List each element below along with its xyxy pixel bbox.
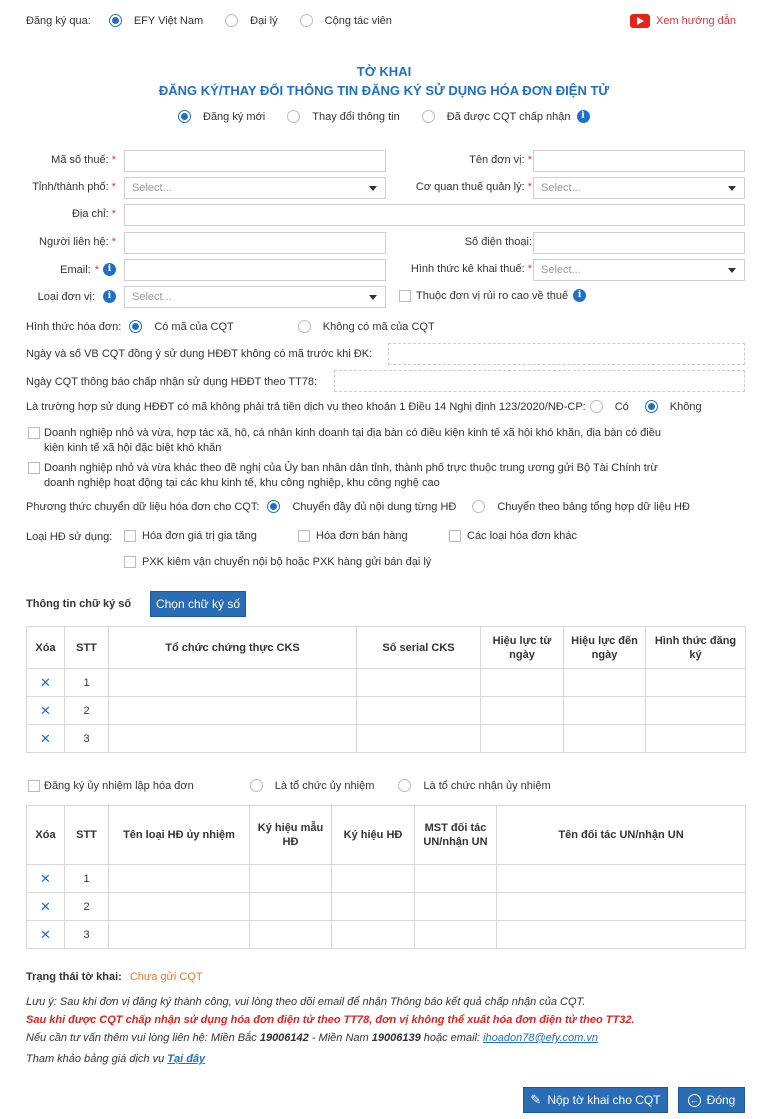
col-stt: STT: [65, 806, 109, 865]
high-risk-info-icon[interactable]: i: [573, 289, 586, 302]
address-input[interactable]: [124, 204, 745, 226]
col-template: Ký hiệu mẫu HĐ: [250, 806, 332, 865]
tt78-label: Ngày CQT thông báo chấp nhận sử dụng HĐĐT theo TT78:: [26, 376, 318, 388]
form-title: TỜ KHAI: [356, 64, 412, 79]
high-risk-checkbox[interactable]: [399, 290, 411, 302]
table-row: ✕ 3: [27, 725, 746, 753]
invoice-type-sales: Hóa đơn bán hàng: [298, 530, 408, 542]
radio-efy-label: EFY Việt Nam: [133, 14, 204, 27]
invoice-type-pxk: PXK kiêm vận chuyển nội bộ hoặc PXK hàng gửi bán đại lý: [124, 556, 431, 568]
phone-label: Số điện thoại:: [464, 236, 532, 248]
sme2-checkbox[interactable]: [28, 462, 40, 474]
radio-agent-label: Đại lý: [250, 14, 278, 27]
unit-type-label: Loại đơn vị: i: [38, 290, 116, 303]
radio-free-yes-label: Có: [614, 400, 629, 413]
tax-office-select[interactable]: Select...: [533, 177, 745, 199]
radio-change-info[interactable]: [287, 110, 300, 123]
province-select[interactable]: Select...: [124, 177, 386, 199]
address-label: Địa chỉ: *: [71, 208, 116, 220]
radio-transfer-summary-label: Chuyển theo bảng tổng hợp dữ liệu HĐ: [497, 500, 690, 513]
close-circle-icon: ←: [689, 1094, 699, 1105]
radio-new-registration[interactable]: [178, 110, 191, 123]
col-valid-from: Hiệu lực từ ngày: [481, 627, 564, 669]
radio-agent[interactable]: [225, 14, 238, 27]
signature-title: Thông tin chữ ký số: [26, 598, 132, 610]
submit-button[interactable]: ✎ Nộp tờ khai cho CQT: [523, 1087, 668, 1113]
radio-transfer-full-label: Chuyển đầy đủ nội dung từng HĐ: [292, 500, 457, 513]
radio-efy[interactable]: [109, 14, 122, 27]
guide-link[interactable]: [630, 14, 736, 28]
invoice-types-label: Loại HĐ sử dụng:: [26, 531, 113, 543]
email-input[interactable]: [124, 259, 386, 281]
col-invoice-type: Tên loại HĐ ủy nhiệm: [109, 806, 250, 865]
unit-type-info-icon[interactable]: i: [103, 290, 116, 303]
phone-input[interactable]: [533, 232, 745, 254]
tax-code-input[interactable]: [124, 150, 386, 172]
email-label: Email: * i: [60, 263, 116, 276]
unit-type-select[interactable]: Select...: [124, 286, 386, 308]
contact-label: Người liên hệ: *: [39, 236, 116, 248]
declaration-select[interactable]: Select...: [533, 259, 745, 281]
email-info-icon[interactable]: i: [103, 263, 116, 276]
table-row: ✕ 2: [27, 893, 746, 921]
high-risk-label: Thuộc đơn vị rủi ro cao về thuế: [416, 289, 569, 302]
transfer-group: [26, 500, 690, 513]
delete-icon[interactable]: ✕: [40, 730, 51, 746]
invoice-form-group: [26, 320, 435, 333]
radio-collaborator-label: Cộng tác viên: [324, 14, 392, 27]
radio-transfer-full[interactable]: [267, 500, 280, 513]
delete-icon[interactable]: ✕: [40, 674, 51, 690]
table-row: ✕ 1: [27, 865, 746, 893]
unit-name-label: Tên đơn vị: *: [469, 154, 532, 166]
sales-checkbox[interactable]: [298, 530, 310, 542]
delete-icon[interactable]: ✕: [40, 870, 51, 886]
radio-transfer-summary[interactable]: [472, 500, 485, 513]
province-label: Tỉnh/thành phố: *: [32, 181, 116, 193]
note-line-4: Tham khảo bảng giá dịch vụ Tại đây: [26, 1053, 206, 1065]
unit-name-input[interactable]: [533, 150, 745, 172]
note-line-1: Lưu ý: Sau khi đơn vị đăng ký thành công, vui lòng theo dõi email để nhận Thông báo kết quả chấp nhận của CQT.: [26, 996, 586, 1008]
tax-code-label: Mã số thuế: *: [51, 154, 116, 166]
sme1-checkbox[interactable]: [28, 427, 40, 439]
guide-link-label: Xem hướng dẫn: [656, 15, 737, 27]
contact-input[interactable]: [124, 232, 386, 254]
reg-type-group: [178, 110, 590, 123]
youtube-icon: [630, 14, 650, 28]
delegation-group: [28, 779, 551, 792]
radio-accepted-label: Đã được CQT chấp nhận: [446, 110, 571, 123]
radio-collaborator[interactable]: [300, 14, 313, 27]
signature-table: [26, 626, 746, 753]
sme1-label: Doanh nghiệp nhỏ và vừa, hợp tác xã, hộ, cá nhân kinh doanh tại địa bàn có điều kiện kinh tế xã hội khó khăn, địa bàn có điều kiện kinh tế xã hội đặc biệt khó khăn: [44, 427, 661, 454]
close-button[interactable]: ← Đóng: [678, 1087, 745, 1113]
col-delete: Xóa: [27, 627, 65, 669]
radio-delegatee-label: Là tổ chức nhận ủy nhiệm: [423, 779, 551, 792]
radio-with-code[interactable]: [129, 320, 142, 333]
delete-icon[interactable]: ✕: [40, 926, 51, 942]
form-subtitle: ĐĂNG KÝ/THAY ĐỔI THÔNG TIN ĐĂNG KÝ SỬ DỤNG HÓA ĐƠN ĐIỆN TỬ: [158, 83, 610, 98]
radio-new-registration-label: Đăng ký mới: [203, 110, 266, 123]
delete-icon[interactable]: ✕: [40, 898, 51, 914]
table-row: ✕ 3: [27, 921, 746, 949]
radio-delegator[interactable]: [250, 779, 263, 792]
other-checkbox[interactable]: [449, 530, 461, 542]
high-risk-group: [399, 289, 586, 302]
vb-label: Ngày và số VB CQT đồng ý sử dụng HĐĐT không có mã trước khi ĐK:: [26, 348, 373, 360]
price-list-link[interactable]: Tại đây: [167, 1053, 206, 1065]
radio-accepted[interactable]: [422, 110, 435, 123]
vat-checkbox[interactable]: [124, 530, 136, 542]
sme2-label: Doanh nghiệp nhỏ và vừa khác theo đề nghị của Ủy ban nhân dân tỉnh, thành phố trực thuộc trung ương gửi Bộ Tài Chính trừ doanh nghiệp hoạt động tại các khu kinh tế, khu công nghiệp, khu công nghệ cao: [44, 462, 658, 489]
table-row: ✕ 1: [27, 669, 746, 697]
register-via-group: [26, 14, 392, 27]
col-serial: Số serial CKS: [357, 627, 481, 669]
free-case-group: [26, 400, 702, 413]
status-badge: Chưa gửi CQT: [129, 971, 203, 983]
vb-input[interactable]: [388, 343, 745, 365]
delegation-label: Đăng ký ủy nhiệm lập hóa đơn: [44, 779, 194, 792]
col-ca: Tổ chức chứng thực CKS: [109, 627, 357, 669]
col-stt: STT: [65, 627, 109, 669]
col-delete: Xóa: [27, 806, 65, 865]
radio-without-code[interactable]: [298, 320, 311, 333]
radio-without-code-label: Không có mã của CQT: [322, 320, 435, 333]
col-valid-to: Hiệu lực đến ngày: [564, 627, 646, 669]
radio-change-info-label: Thay đổi thông tin: [312, 110, 400, 123]
note-line-3: Nếu cần tư vấn thêm vui lòng liên hệ: Miền Bắc 19006142 - Miền Nam 19006139 hoặc email: ihoadon78@efy.com.vn: [26, 1032, 598, 1044]
register-via-label: Đăng ký qua:: [26, 14, 91, 27]
col-partner-name: Tên đối tác UN/nhận UN: [497, 806, 746, 865]
info-icon[interactable]: i: [577, 110, 590, 123]
delegation-table: [26, 805, 746, 949]
radio-free-no-label: Không: [669, 400, 702, 413]
delete-icon[interactable]: ✕: [40, 702, 51, 718]
radio-delegator-label: Là tổ chức ủy nhiệm: [274, 779, 375, 792]
table-row: ✕ 2: [27, 697, 746, 725]
radio-free-no[interactable]: [645, 400, 658, 413]
delegation-checkbox[interactable]: [28, 780, 40, 792]
col-reg-type: Hình thức đăng ký: [646, 627, 746, 669]
radio-with-code-label: Có mã của CQT: [154, 320, 234, 333]
email-link[interactable]: ihoadon78@efy.com.vn: [483, 1032, 598, 1044]
transfer-label: Phương thức chuyển dữ liệu hóa đơn cho CQT:: [26, 500, 260, 513]
col-symbol: Ký hiệu HĐ: [332, 806, 415, 865]
edit-icon: ✎: [530, 1092, 542, 1107]
status-group: [26, 971, 203, 983]
status-label: Trạng thái tờ khai:: [26, 971, 122, 983]
invoice-form-label: Hình thức hóa đơn:: [26, 320, 122, 333]
col-partner-tax: MST đối tác UN/nhận UN: [415, 806, 497, 865]
invoice-type-other: Các loại hóa đơn khác: [449, 530, 577, 542]
invoice-type-vat: Hóa đơn giá trị gia tăng: [124, 530, 257, 542]
tt78-input[interactable]: [334, 370, 745, 392]
note-line-2: Sau khi được CQT chấp nhận sử dụng hóa đơn điện tử theo TT78, đơn vị không thể xuất hóa đơn điện tử theo TT32.: [26, 1014, 635, 1026]
pxk-checkbox[interactable]: [124, 556, 136, 568]
free-case-label: Là trường hợp sử dụng HĐĐT có mã không phải trả tiền dịch vụ theo khoản 1 Điều 14 Nghị định 123/2020/NĐ-CP:: [26, 400, 586, 413]
radio-free-yes[interactable]: [590, 400, 603, 413]
tax-office-label: Cơ quan thuế quản lý: *: [415, 181, 532, 193]
declaration-label: Hình thức kê khai thuế: *: [410, 263, 532, 275]
radio-delegatee[interactable]: [398, 779, 411, 792]
choose-signature-button[interactable]: Chọn chữ ký số: [150, 591, 246, 617]
